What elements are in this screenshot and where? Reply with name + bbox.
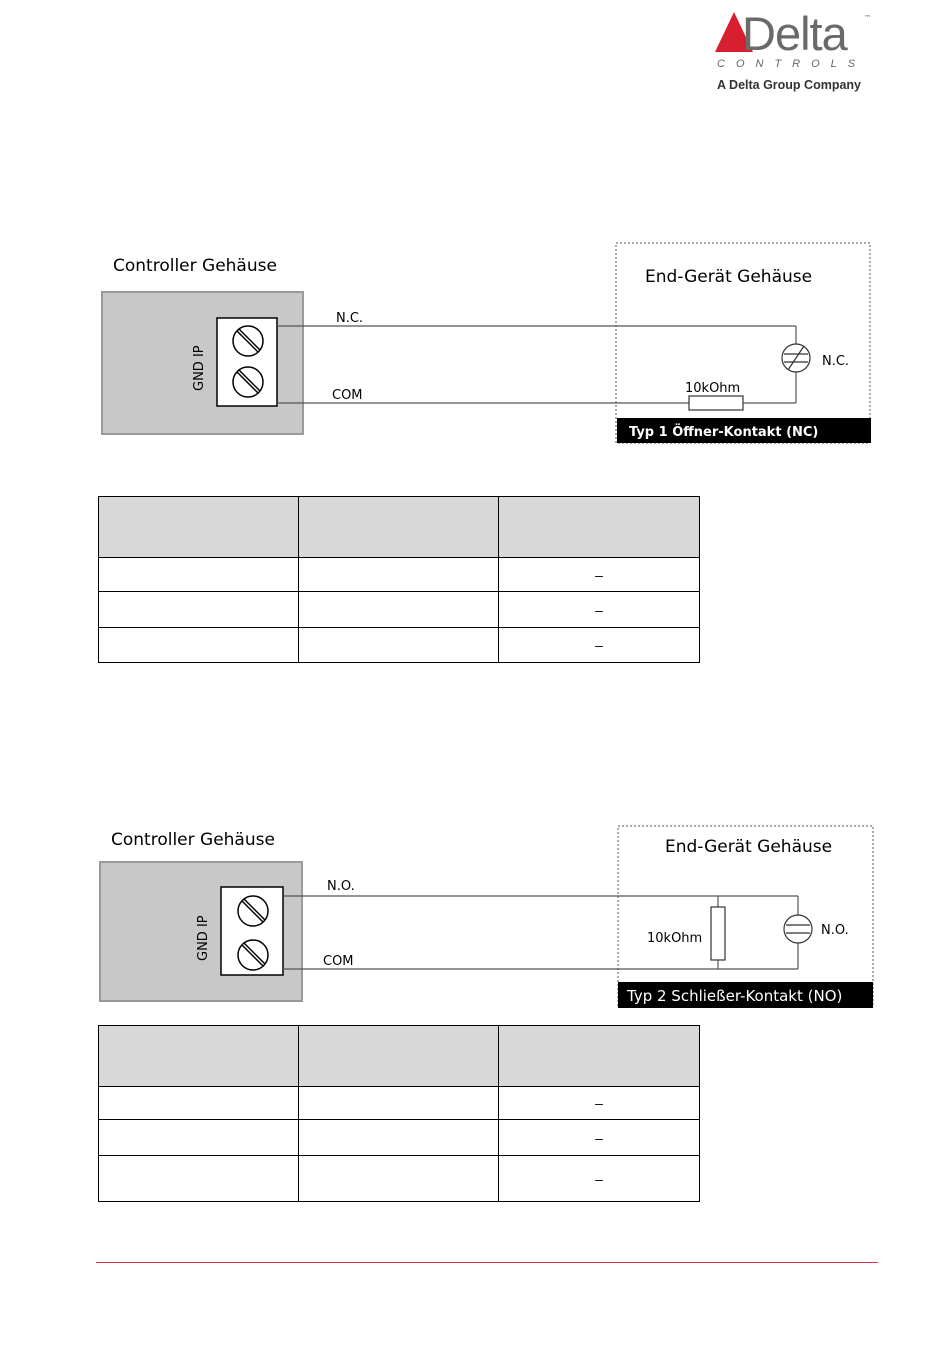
wiring-diagram-nc [96, 236, 886, 451]
resistor-icon [689, 396, 743, 410]
table-cell [99, 1120, 299, 1156]
logo-wordmark: Delta [742, 7, 847, 60]
nc-contact-icon [782, 344, 810, 372]
screw-icon [233, 326, 263, 356]
table-header-cell [299, 497, 499, 558]
device-title: End-Gerät Gehäuse [665, 837, 833, 857]
table-row [99, 1120, 700, 1156]
table-cell [99, 628, 299, 663]
table-cell [299, 592, 499, 628]
wire-top-label: N.C. [336, 311, 364, 326]
table-cell [299, 558, 499, 592]
table-row [99, 1156, 700, 1202]
table-cell: – [499, 592, 700, 628]
table-cell [99, 558, 299, 592]
table-header-cell [99, 1026, 299, 1087]
table-cell [299, 1087, 499, 1120]
table-cell [99, 592, 299, 628]
resistor-label: 10kOhm [685, 381, 741, 396]
wire-top-label: N.O. [327, 879, 355, 894]
wire-bottom-label: COM [323, 954, 354, 969]
table-cell: – [499, 1120, 700, 1156]
table-row [99, 1087, 700, 1120]
controller-title: Controller Gehäuse [113, 256, 277, 276]
wire-bottom-label: COM [332, 388, 363, 403]
table-cell [299, 628, 499, 663]
table-row [99, 592, 700, 628]
resistor-label: 10kOhm [647, 931, 703, 946]
table-header-row [99, 497, 700, 558]
table-cell: – [499, 1156, 700, 1202]
contact-label: N.O. [821, 923, 849, 938]
table-row [99, 558, 700, 592]
controller-title: Controller Gehäuse [111, 830, 275, 850]
wiring-diagram-no [96, 820, 886, 1015]
table-cell [299, 1156, 499, 1202]
resistor-icon [711, 907, 725, 960]
spec-table-2 [98, 1025, 700, 1202]
table-cell: – [499, 558, 700, 592]
table-cell: – [499, 628, 700, 663]
table-header-row [99, 1026, 700, 1087]
device-title: End-Gerät Gehäuse [645, 267, 813, 287]
table-header-cell [299, 1026, 499, 1087]
terminal-label: GND IP [192, 345, 207, 391]
table-header-cell [99, 497, 299, 558]
footer-divider [96, 1262, 878, 1263]
table-row [99, 628, 700, 663]
screw-icon [238, 896, 268, 926]
no-contact-icon [784, 915, 812, 943]
terminal-label: GND IP [196, 915, 211, 961]
spec-table-1 [98, 496, 700, 663]
type-label: Typ 2 Schließer-Kontakt (NO) [627, 987, 843, 1005]
screw-icon [238, 940, 268, 970]
logo-subline: CONTROLS [717, 58, 867, 70]
logo-company: A Delta Group Company [717, 78, 861, 92]
table-header-cell [499, 497, 700, 558]
table-cell [99, 1087, 299, 1120]
table-cell [299, 1120, 499, 1156]
delta-controls-logo [714, 8, 874, 98]
table-cell: – [499, 1087, 700, 1120]
logo-tm: ™ [864, 14, 871, 22]
contact-label: N.C. [822, 354, 850, 369]
type-label: Typ 1 Öffner-Kontakt (NC) [629, 425, 819, 440]
table-header-cell [499, 1026, 700, 1087]
table-cell [99, 1156, 299, 1202]
screw-icon [233, 367, 263, 397]
